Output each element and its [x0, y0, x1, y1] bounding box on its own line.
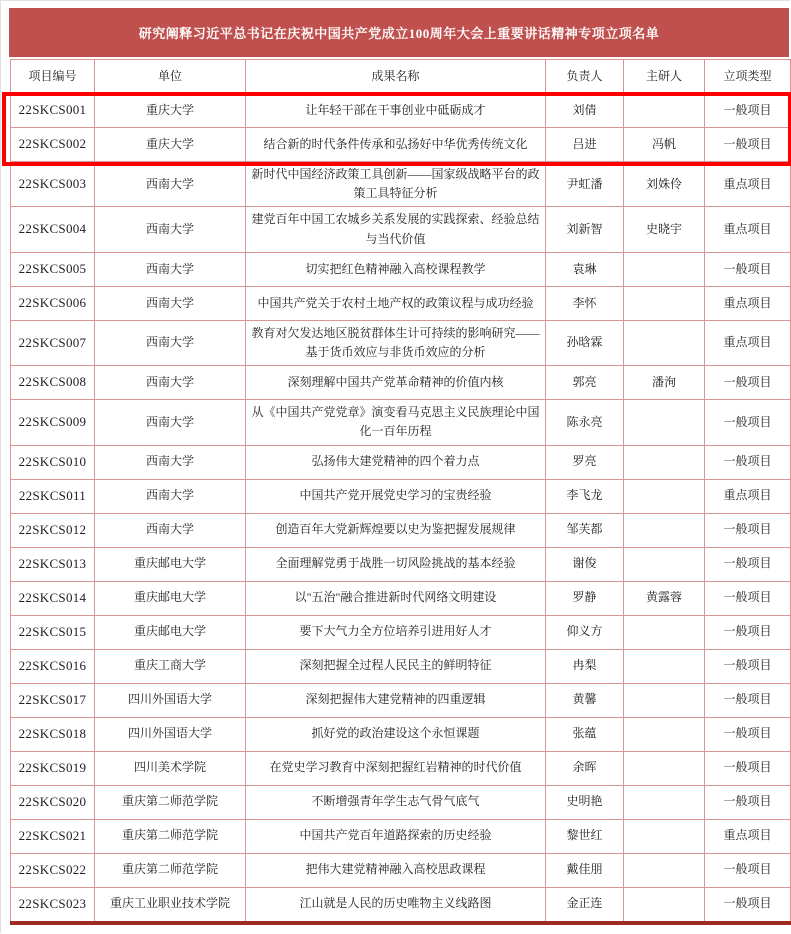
co-researcher-cell — [624, 547, 705, 581]
project-type-cell: 一般项目 — [705, 581, 791, 615]
project-id-cell: 22SKCS008 — [11, 366, 95, 400]
table-row — [11, 400, 791, 445]
project-id-cell: 22SKCS005 — [11, 252, 95, 286]
co-researcher-cell — [624, 887, 705, 923]
leader-cell: 史明艳 — [546, 785, 624, 819]
project-type-cell: 一般项目 — [705, 94, 791, 128]
co-researcher-cell — [624, 252, 705, 286]
table-row — [11, 785, 791, 819]
table-row — [11, 479, 791, 513]
co-researcher-cell: 史晓宇 — [624, 207, 705, 252]
unit-cell: 西南大学 — [95, 513, 246, 547]
project-id-cell: 22SKCS007 — [11, 320, 95, 365]
result-name-cell: 抓好党的政治建设这个永恒课题 — [246, 717, 546, 751]
leader-cell: 谢俊 — [546, 547, 624, 581]
result-name-cell: 从《中国共产党党章》演变看马克思主义民族理论中国化一百年历程 — [246, 400, 546, 445]
project-id-cell: 22SKCS017 — [11, 683, 95, 717]
result-name-cell: 教育对欠发达地区脱贫群体生计可持续的影响研究——基于货币效应与非货币效应的分析 — [246, 320, 546, 365]
project-type-cell: 一般项目 — [705, 615, 791, 649]
co-researcher-cell — [624, 785, 705, 819]
unit-cell: 重庆第二师范学院 — [95, 819, 246, 853]
co-researcher-cell: 潘洵 — [624, 366, 705, 400]
co-researcher-cell: 黄露蓉 — [624, 581, 705, 615]
project-id-cell: 22SKCS020 — [11, 785, 95, 819]
unit-cell: 四川外国语大学 — [95, 717, 246, 751]
unit-cell: 西南大学 — [95, 479, 246, 513]
table-header-cell: 主研人 — [624, 60, 705, 94]
table-header-cell: 成果名称 — [246, 60, 546, 94]
table-header-cell: 项目编号 — [11, 60, 95, 94]
project-type-cell: 一般项目 — [705, 717, 791, 751]
project-type-cell: 一般项目 — [705, 445, 791, 479]
project-id-cell: 22SKCS002 — [11, 128, 95, 162]
project-type-cell: 重点项目 — [705, 819, 791, 853]
table-row — [11, 445, 791, 479]
project-type-cell: 重点项目 — [705, 479, 791, 513]
unit-cell: 四川外国语大学 — [95, 683, 246, 717]
result-name-cell: 深刻把握全过程人民民主的鲜明特征 — [246, 649, 546, 683]
table-row — [11, 162, 791, 207]
unit-cell: 西南大学 — [95, 286, 246, 320]
table-row — [11, 366, 791, 400]
table-row — [11, 887, 791, 923]
co-researcher-cell — [624, 683, 705, 717]
unit-cell: 西南大学 — [95, 162, 246, 207]
result-name-cell: 让年轻干部在干事创业中砥砺成才 — [246, 94, 546, 128]
project-type-cell: 一般项目 — [705, 400, 791, 445]
unit-cell: 重庆第二师范学院 — [95, 785, 246, 819]
co-researcher-cell — [624, 479, 705, 513]
table-row — [11, 207, 791, 252]
co-researcher-cell: 刘姝伶 — [624, 162, 705, 207]
leader-cell: 刘倩 — [546, 94, 624, 128]
project-id-cell: 22SKCS014 — [11, 581, 95, 615]
leader-cell: 吕进 — [546, 128, 624, 162]
unit-cell: 重庆邮电大学 — [95, 615, 246, 649]
table-header-cell: 立项类型 — [705, 60, 791, 94]
table-body — [11, 94, 791, 923]
result-name-cell: 以"五治"融合推进新时代网络文明建设 — [246, 581, 546, 615]
result-name-cell: 新时代中国经济政策工具创新——国家级战略平台的政策工具特征分析 — [246, 162, 546, 207]
leader-cell: 仰义方 — [546, 615, 624, 649]
result-name-cell: 结合新的时代条件传承和弘扬好中华优秀传统文化 — [246, 128, 546, 162]
project-type-cell: 重点项目 — [705, 320, 791, 365]
project-type-cell: 一般项目 — [705, 683, 791, 717]
project-id-cell: 22SKCS006 — [11, 286, 95, 320]
project-type-cell: 重点项目 — [705, 207, 791, 252]
leader-cell: 李飞龙 — [546, 479, 624, 513]
leader-cell: 陈永亮 — [546, 400, 624, 445]
project-type-cell: 一般项目 — [705, 887, 791, 923]
leader-cell: 余晖 — [546, 751, 624, 785]
unit-cell: 重庆工商大学 — [95, 649, 246, 683]
unit-cell: 重庆大学 — [95, 94, 246, 128]
co-researcher-cell: 冯帆 — [624, 128, 705, 162]
leader-cell: 黎世红 — [546, 819, 624, 853]
result-name-cell: 建党百年中国工农城乡关系发展的实践探索、经验总结与当代价值 — [246, 207, 546, 252]
project-type-cell: 一般项目 — [705, 649, 791, 683]
co-researcher-cell — [624, 649, 705, 683]
result-name-cell: 创造百年大党新辉煌要以史为鉴把握发展规律 — [246, 513, 546, 547]
leader-cell: 金正连 — [546, 887, 624, 923]
table-row — [11, 320, 791, 365]
result-name-cell: 深刻把握伟大建党精神的四重逻辑 — [246, 683, 546, 717]
result-name-cell: 要下大气力全方位培养引进用好人才 — [246, 615, 546, 649]
project-id-cell: 22SKCS009 — [11, 400, 95, 445]
project-id-cell: 22SKCS023 — [11, 887, 95, 923]
table-row — [11, 717, 791, 751]
project-id-cell: 22SKCS011 — [11, 479, 95, 513]
result-name-cell: 中国共产党关于农村土地产权的政策议程与成功经验 — [246, 286, 546, 320]
result-name-cell: 在党史学习教育中深刻把握红岩精神的时代价值 — [246, 751, 546, 785]
co-researcher-cell — [624, 853, 705, 887]
table-row — [11, 683, 791, 717]
leader-cell: 戴佳朋 — [546, 853, 624, 887]
project-type-cell: 一般项目 — [705, 366, 791, 400]
result-name-cell: 深刻理解中国共产党革命精神的价值内核 — [246, 366, 546, 400]
table-row — [11, 286, 791, 320]
project-id-cell: 22SKCS003 — [11, 162, 95, 207]
unit-cell: 西南大学 — [95, 320, 246, 365]
unit-cell: 重庆大学 — [95, 128, 246, 162]
unit-cell: 重庆工业职业技术学院 — [95, 887, 246, 923]
table-row — [11, 615, 791, 649]
table-header-cell: 单位 — [95, 60, 246, 94]
co-researcher-cell — [624, 615, 705, 649]
project-type-cell: 一般项目 — [705, 513, 791, 547]
table-row — [11, 649, 791, 683]
leader-cell: 袁琳 — [546, 252, 624, 286]
co-researcher-cell — [624, 94, 705, 128]
table-header-row — [11, 60, 791, 94]
unit-cell: 西南大学 — [95, 445, 246, 479]
co-researcher-cell — [624, 445, 705, 479]
result-name-cell: 全面理解党勇于战胜一切风险挑战的基本经验 — [246, 547, 546, 581]
project-id-cell: 22SKCS013 — [11, 547, 95, 581]
unit-cell: 重庆邮电大学 — [95, 581, 246, 615]
unit-cell: 西南大学 — [95, 252, 246, 286]
project-id-cell: 22SKCS015 — [11, 615, 95, 649]
project-type-cell: 一般项目 — [705, 853, 791, 887]
result-name-cell: 不断增强青年学生志气骨气底气 — [246, 785, 546, 819]
co-researcher-cell — [624, 513, 705, 547]
co-researcher-cell — [624, 320, 705, 365]
unit-cell: 西南大学 — [95, 400, 246, 445]
result-name-cell: 中国共产党百年道路探索的历史经验 — [246, 819, 546, 853]
project-type-cell: 一般项目 — [705, 751, 791, 785]
project-id-cell: 22SKCS019 — [11, 751, 95, 785]
project-type-cell: 重点项目 — [705, 286, 791, 320]
co-researcher-cell — [624, 286, 705, 320]
leader-cell: 罗静 — [546, 581, 624, 615]
project-id-cell: 22SKCS001 — [11, 94, 95, 128]
leader-cell: 李怀 — [546, 286, 624, 320]
leader-cell: 黄馨 — [546, 683, 624, 717]
table-header-cell: 负责人 — [546, 60, 624, 94]
leader-cell: 冉梨 — [546, 649, 624, 683]
table-row — [11, 751, 791, 785]
leader-cell: 尹虹潘 — [546, 162, 624, 207]
project-id-cell: 22SKCS004 — [11, 207, 95, 252]
project-type-cell: 一般项目 — [705, 547, 791, 581]
unit-cell: 四川美术学院 — [95, 751, 246, 785]
co-researcher-cell — [624, 717, 705, 751]
project-id-cell: 22SKCS012 — [11, 513, 95, 547]
unit-cell: 重庆邮电大学 — [95, 547, 246, 581]
leader-cell: 张蕴 — [546, 717, 624, 751]
table-row — [11, 581, 791, 615]
table-row — [11, 547, 791, 581]
unit-cell: 西南大学 — [95, 207, 246, 252]
result-name-cell: 切实把红色精神融入高校课程教学 — [246, 252, 546, 286]
unit-cell: 重庆第二师范学院 — [95, 853, 246, 887]
table-row — [11, 252, 791, 286]
result-name-cell: 弘扬伟大建党精神的四个着力点 — [246, 445, 546, 479]
project-id-cell: 22SKCS021 — [11, 819, 95, 853]
leader-cell: 刘新智 — [546, 207, 624, 252]
co-researcher-cell — [624, 751, 705, 785]
table-row — [11, 128, 791, 162]
page-title: 研究阐释习近平总书记在庆祝中国共产党成立100周年大会上重要讲话精神专项立项名单 — [9, 8, 789, 57]
project-type-cell: 重点项目 — [705, 162, 791, 207]
project-id-cell: 22SKCS010 — [11, 445, 95, 479]
table-row — [11, 853, 791, 887]
project-type-cell: 一般项目 — [705, 252, 791, 286]
leader-cell: 郭亮 — [546, 366, 624, 400]
table-row — [11, 819, 791, 853]
result-name-cell: 中国共产党开展党史学习的宝贵经验 — [246, 479, 546, 513]
leader-cell: 孙晗霖 — [546, 320, 624, 365]
leader-cell: 邹芙都 — [546, 513, 624, 547]
result-name-cell: 把伟大建党精神融入高校思政课程 — [246, 853, 546, 887]
project-table — [10, 59, 791, 925]
project-id-cell: 22SKCS016 — [11, 649, 95, 683]
unit-cell: 西南大学 — [95, 366, 246, 400]
table-row — [11, 513, 791, 547]
result-name-cell: 江山就是人民的历史唯物主义线路图 — [246, 887, 546, 923]
project-type-cell: 一般项目 — [705, 785, 791, 819]
project-id-cell: 22SKCS018 — [11, 717, 95, 751]
co-researcher-cell — [624, 819, 705, 853]
table-row — [11, 94, 791, 128]
project-id-cell: 22SKCS022 — [11, 853, 95, 887]
co-researcher-cell — [624, 400, 705, 445]
project-type-cell: 一般项目 — [705, 128, 791, 162]
leader-cell: 罗亮 — [546, 445, 624, 479]
